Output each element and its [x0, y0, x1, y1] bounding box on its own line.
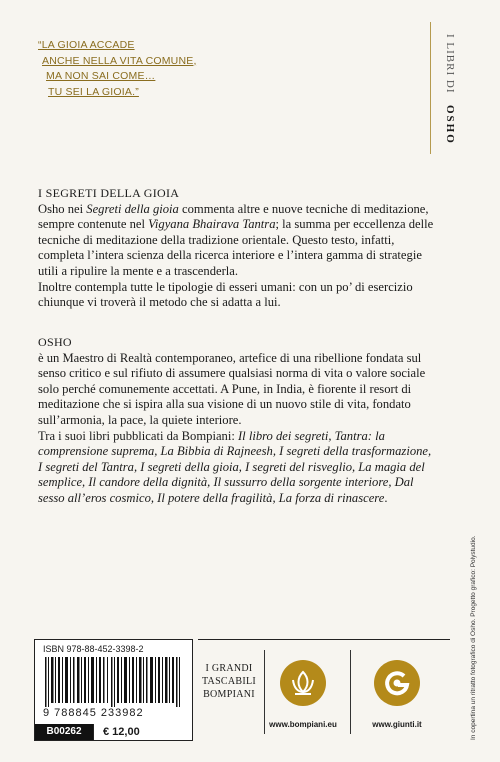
bompiani-logo-icon [280, 660, 326, 706]
quote-line-1: “LA GIOIA ACCADE [38, 39, 135, 51]
book-title-inline: Segreti della gioia [86, 201, 179, 216]
cover-credit: In copertina un ritratto fotografico di Osho. Progetto grafico: Polystudio. [470, 535, 477, 740]
author-bio [38, 335, 438, 507]
series-line-2: TASCABILI [201, 676, 257, 687]
product-code-badge: B00262 [35, 724, 93, 740]
giunti-url: www.giunti.it [372, 720, 422, 729]
series-author: OSHO [444, 105, 456, 146]
quote-line-4: TU SEI LA GIOIA.” [48, 85, 139, 98]
gold-divider-line [430, 22, 431, 154]
description-paragraph-1: Osho nei Segreti della gioia commenta altre e nuove tecniche di meditazione, sempre contenute nel Vigyana Bhairava Tantra; la summa per eccellenza delle tecniche di meditazione della tradizione orientale. Questo testo, infatti, completa l’intera scienza della ricerca interiore e l’intera gamma di strategie utili a ripulire la mente e a trascenderla. [38, 201, 434, 278]
bio-paragraph-1: è un Maestro di Realtà contemporaneo, artefice di una ribellione fondata sul senso critico e sul rifiuto di assumere qualsiasi norma di vita o valore sociale solo perché comunemente accettati. A Pune, in India, è fiorente il resort di meditazione che si ispira alla sua visione di un nuovo stile di vita, fondato sull’armonia, la pace, la quiete interiore. [38, 350, 426, 427]
book-list: Il libro dei segreti, Tantra: la comprensione suprema, La Bibbia di Rajneesh, I segreti della trasformazione, I segreti del Tantra, I segreti della gioia, I segreti del risveglio, La magia del semplice, Il candore della dignità, Il sussurro della sorgente interiore, Dal sesso all’eros cosmico, Il potere della fragilità, La forza di rinascere [38, 428, 432, 505]
giunti-logo-icon [374, 660, 420, 706]
price-divider [93, 724, 94, 740]
bio-paragraph-2: Tra i suoi libri pubblicati da Bompiani: Il libro dei segreti, Tantra: la comprensione suprema, La Bibbia di Rajneesh, I segreti della trasformazione, I segreti del Tantra, I segreti della gioia, I segreti del risveglio, La magia del semplice, Il candore della dignità, Il sussurro della sorgente interiore, Dal sesso all’eros cosmico, Il potere della fragilità, La forza di rinascere. [38, 428, 432, 505]
series-name: I LIBRI DI [444, 34, 456, 94]
cover-quote [38, 38, 197, 100]
publisher-block [198, 639, 450, 740]
bompiani-url: www.bompiani.eu [269, 720, 337, 729]
text-title-inline: Vigyana Bhairava Tantra [148, 217, 276, 232]
isbn-text: ISBN 978-88-452-3398-2 [43, 644, 144, 654]
price-label: € 12,00 [103, 726, 140, 738]
quote-line-2: ANCHE NELLA VITA COMUNE, [42, 54, 197, 67]
book-title-heading: I SEGRETI DELLA GIOIA [38, 186, 180, 200]
series-line-1: I GRANDI [205, 663, 253, 674]
ean-number: 9 788845 233982 [43, 707, 144, 719]
description-paragraph-2: Inoltre contempla tutte le tipologie di esseri umani: con un po’ di esercizio chiunque vi troverà il metodo che si adatta a lui. [38, 279, 413, 310]
quote-line-3: MA NON SAI COME… [46, 70, 156, 82]
book-description [38, 186, 438, 311]
series-vertical-label [444, 34, 456, 145]
barcode-block [34, 639, 193, 741]
barcode-icon [43, 657, 183, 707]
series-line-3: BOMPIANI [203, 689, 255, 700]
author-heading: OSHO [38, 335, 72, 349]
series-label [198, 662, 260, 701]
publisher-divider-2 [350, 650, 351, 734]
